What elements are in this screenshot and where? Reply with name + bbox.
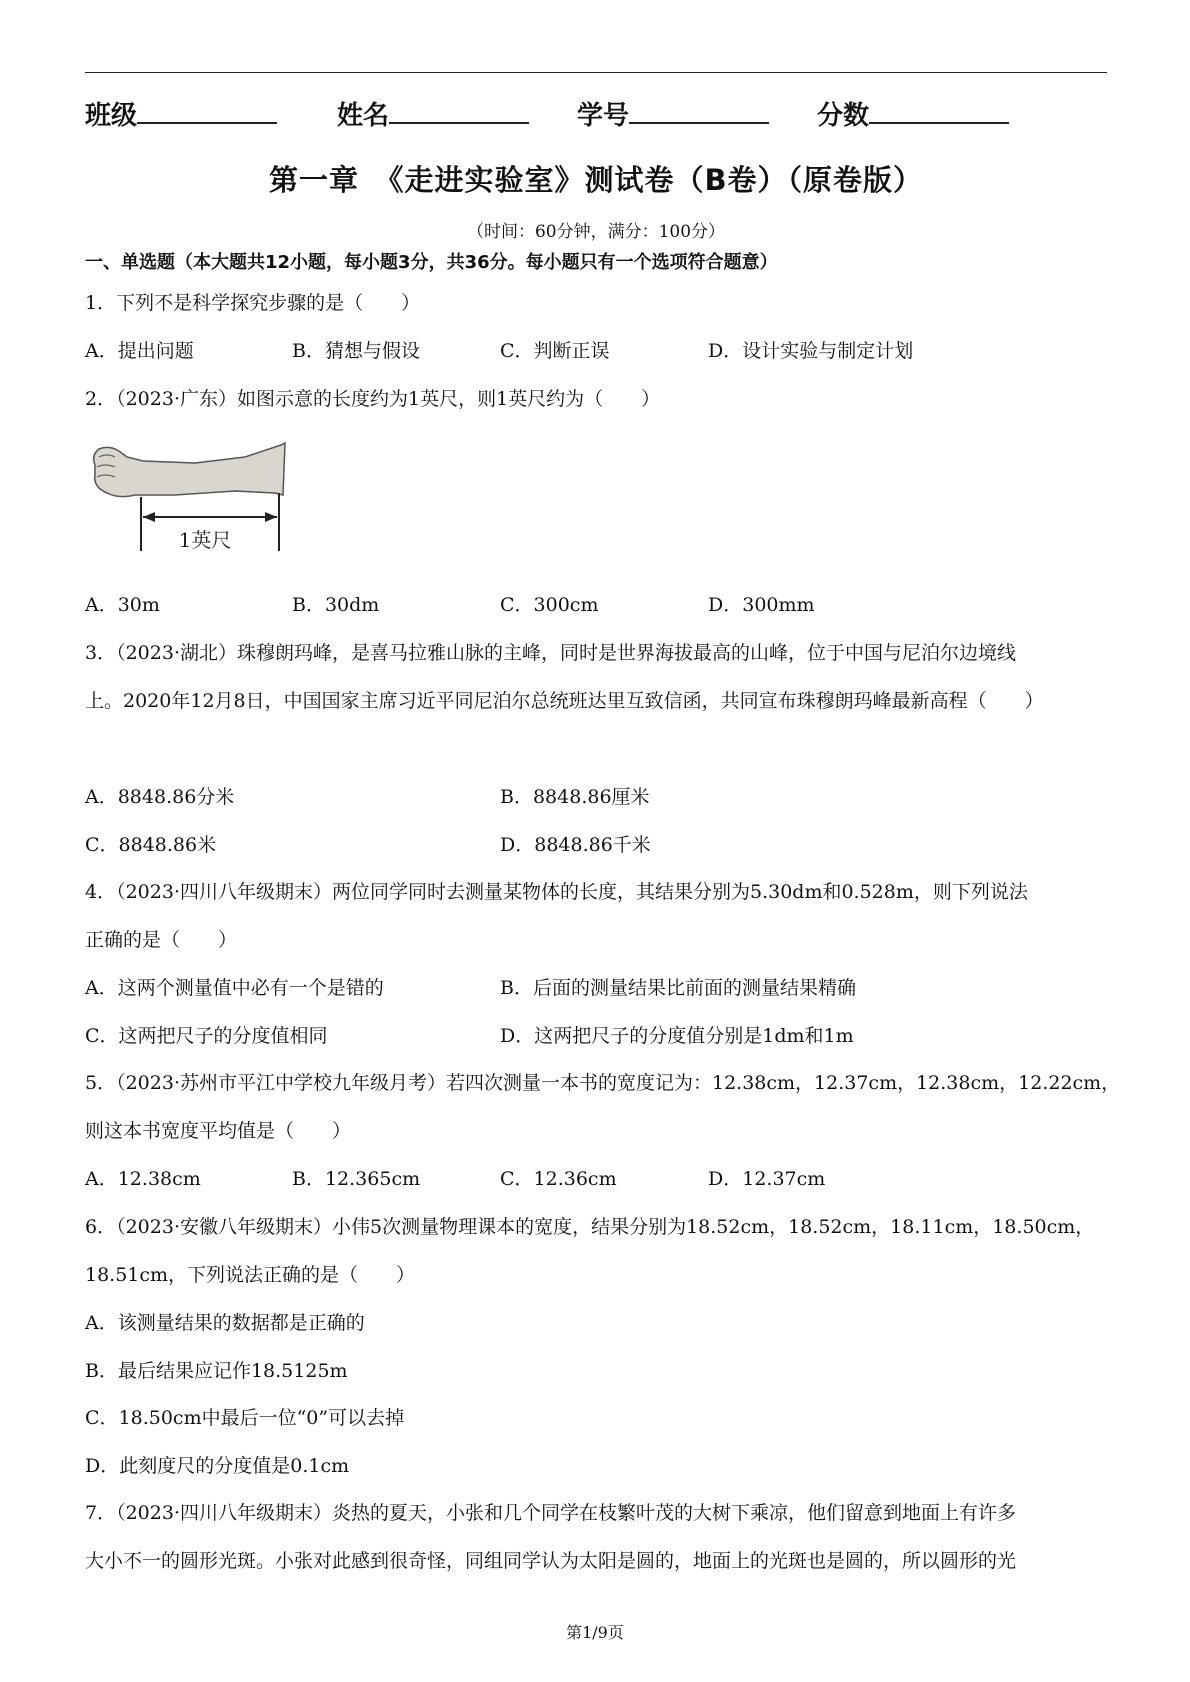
- question-7-stem-line-2: 大小不一的圆形光斑。小张对此感到很奇怪，同组同学认为太阳是圆的，地面上的光斑也是圆的，所以圆形的光: [85, 1550, 1017, 1572]
- q5-option-d: D．12.37cm: [708, 1168, 826, 1190]
- name-field: [337, 95, 529, 132]
- class-field: [85, 95, 277, 132]
- q3-option-a: A．8848.86分米: [85, 786, 235, 808]
- class-label: 班级: [85, 101, 138, 131]
- q6-option-d: D．此刻度尺的分度值是0.1cm: [85, 1455, 350, 1477]
- q1-option-d: D．设计实验与制定计划: [708, 340, 914, 362]
- q2-option-d: D．300mm: [708, 594, 815, 616]
- q1-option-b: B．猜想与假设: [292, 340, 420, 362]
- q6-option-b: B．最后结果应记作18.5125m: [85, 1360, 348, 1382]
- question-3-stem-line-1: 3．（2023·湖北）珠穆朗玛峰，是喜马拉雅山脉的主峰，同时是世界海拔最高的山峰，位于中国与尼泊尔边境线: [85, 642, 1016, 664]
- exam-time-info: （时间：60分钟，满分：100分）: [466, 222, 726, 242]
- q4-option-a: A．这两个测量值中必有一个是错的: [85, 977, 384, 999]
- id-blank: [629, 96, 769, 124]
- q4-option-b: B．后面的测量结果比前面的测量结果精确: [500, 977, 856, 999]
- score-field: [817, 95, 1009, 132]
- q2-option-a: A．30m: [85, 594, 160, 616]
- question-3-stem-line-2: 上。2020年12月8日，中国国家主席习近平同尼泊尔总统班达里互致信函，共同宣布珠穆朗玛峰最新高程（ ）: [85, 690, 1044, 712]
- class-blank: [137, 96, 277, 124]
- q5-option-b: B．12.365cm: [292, 1168, 421, 1190]
- top-rule: [85, 72, 1107, 73]
- page-title: 第一章 《走进实验室》测试卷（B卷）（原卷版）: [268, 163, 924, 197]
- score-blank: [869, 96, 1009, 124]
- q3-option-c: C．8848.86米: [85, 834, 217, 856]
- question-6-stem-line-2: 18.51cm，下列说法正确的是（ ）: [85, 1264, 416, 1286]
- q4-option-c: C．这两把尺子的分度值相同: [85, 1025, 328, 1047]
- id-label: 学号: [577, 101, 630, 131]
- q3-option-d: D．8848.86千米: [500, 834, 651, 856]
- question-7-stem-line-1: 7．（2023·四川八年级期末）炎热的夏天，小张和几个同学在枝繁叶茂的大树下乘凉，他们留意到地面上有许多: [85, 1502, 1016, 1524]
- question-1-stem: 1．下列不是科学探究步骤的是（ ）: [85, 292, 421, 314]
- q5-option-c: C．12.36cm: [500, 1168, 617, 1190]
- page-number: 第1/9页: [566, 1623, 624, 1642]
- forearm-foot-illustration: [85, 435, 295, 565]
- q6-option-a: A．该测量结果的数据都是正确的: [85, 1312, 365, 1334]
- q2-option-c: C．300cm: [500, 594, 599, 616]
- q4-option-d: D．这两把尺子的分度值分别是1dm和1m: [500, 1025, 854, 1047]
- q2-option-b: B．30dm: [292, 594, 380, 616]
- q1-option-c: C．判断正误: [500, 340, 610, 362]
- question-4-stem-line-1: 4．（2023·四川八年级期末）两位同学同时去测量某物体的长度，其结果分别为5.30dm和0.528m，则下列说法: [85, 881, 1028, 903]
- q6-option-c: C．18.50cm中最后一位“0”可以去掉: [85, 1407, 405, 1429]
- score-label: 分数: [817, 101, 870, 131]
- student-info-fields: [85, 95, 1107, 145]
- question-6-stem-line-1: 6．（2023·安徽八年级期末）小伟5次测量物理课本的宽度，结果分别为18.52cm，18.52cm，18.11cm，18.50cm，: [85, 1216, 1095, 1238]
- figure-label: 1英尺: [178, 528, 232, 552]
- q3-option-b: B．8848.86厘米: [500, 786, 650, 808]
- question-5-stem-line-1: 5．（2023·苏州市平江中学校九年级月考）若四次测量一本书的宽度记为：12.38cm，12.37cm，12.38cm，12.22cm，: [85, 1072, 1121, 1094]
- forearm-figure: [85, 435, 295, 565]
- name-label: 姓名: [337, 101, 390, 131]
- section-heading: 一、单选题（本大题共12小题，每小题3分，共36分。每小题只有一个选项符合题意）: [85, 252, 778, 273]
- name-blank: [389, 96, 529, 124]
- id-field: [577, 95, 769, 132]
- question-4-stem-line-2: 正确的是（ ）: [85, 929, 238, 951]
- question-2-stem: 2．（2023·广东）如图示意的长度约为1英尺，则1英尺约为（ ）: [85, 388, 661, 410]
- q1-option-a: A．提出问题: [85, 340, 194, 362]
- question-5-stem-line-2: 则这本书宽度平均值是（ ）: [85, 1120, 352, 1142]
- q5-option-a: A．12.38cm: [85, 1168, 201, 1190]
